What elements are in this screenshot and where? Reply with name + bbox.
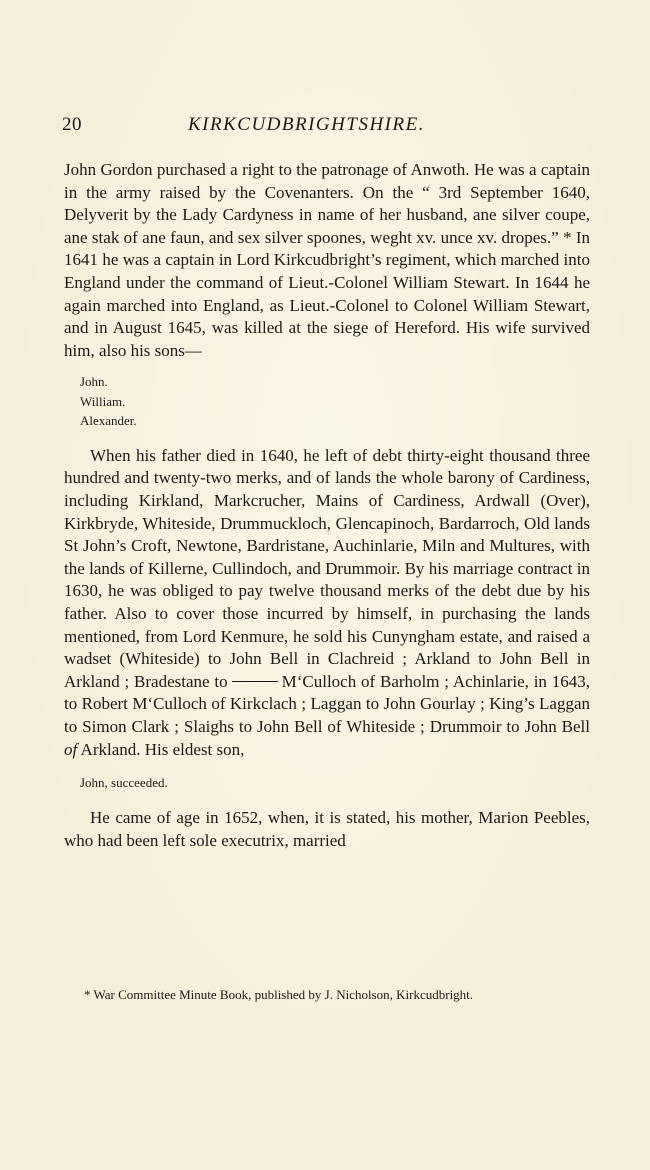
paragraph-father-debts xyxy=(64,445,590,761)
footnote xyxy=(64,986,590,1004)
page-number: 20 xyxy=(62,114,82,135)
paragraph-text-part: M‘Culloch of Barholm ; Achinlarie, in 1643, to Robert M‘Culloch of Kirkclach ; Laggan to John Gourlay ; King’s Laggan to Simon Clark ; Slaighs to John Bell of Whiteside ; Drummoir to John Bell xyxy=(64,671,590,736)
paragraph-came-of-age: He came of age in 1652, when, it is stated, his mother, Marion Peebles, who had been left sole executrix, married xyxy=(64,808,590,850)
paragraph-gordon-captain: John Gordon purchased a right to the patronage of Anwoth. He was a captain in the army raised by the Covenanters. On the “ 3rd September 1640, Delyverit by the Lady Cardyness in name of her husband, ane silver coupe, ane stak of ane faun, and sex silver spoones, weght xv. unce xv. dropes.” * In 1641 he was a captain in Lord Kirkcudbright’s regiment, which marched into England under the command of Lieut.-Colonel William Stewart. In 1644 he again marched into England, as Lieut.-Colonel to Colonel William Stewart, and in August 1645, was killed at the siege of Hereford. His wife survived him, also his sons— xyxy=(64,160,590,360)
body-text xyxy=(64,159,590,852)
running-title: KIRKCUDBRIGHTSHIRE. xyxy=(188,114,425,135)
footnote-marker: * xyxy=(84,987,91,1002)
sons-list xyxy=(80,372,590,431)
italic-word: of xyxy=(64,739,78,759)
footnote-text: War Committee Minute Book, published by J. Nicholson, Kirkcudbright. xyxy=(93,987,474,1002)
paragraph-text-part: When his father died in 1640, he left of debt thirty-eight thousand three hundred and twenty-two merks, and of lands the whole barony of Cardiness, including Kirkland, Markcrucher, Mains of Cardiness, Ardwall (Over), Kirkbryde, Whiteside, Drummuckloch, Glencapinoch, Bardarroch, Old lands St John’s Croft, Newtone, Bardristane, Auchinlarie, Miln and Multures, with the lands of Killerne, Cullindoch, and Drummoir. By his marriage contract in 1630, he was obliged to pay twelve thousand merks of the debt due by his father. Also to cover those incurred by himself, in purchasing the lands mentioned, from Lord Kenmure, he sold his Cunyngham estate, and raised a wadset (Whiteside) to John Bell in Clachreid ; Arkland to John Bell in Arkland ; Bradestane to xyxy=(64,445,590,691)
successor-line: John, succeeded. xyxy=(80,775,168,791)
son-name: John. xyxy=(80,374,108,390)
son-name: William. xyxy=(80,393,126,409)
paragraph-text-part: Arkland. His eldest son, xyxy=(80,739,245,759)
page-header xyxy=(62,114,562,140)
blank-dash-rule xyxy=(232,681,278,682)
son-name: Alexander. xyxy=(80,413,137,429)
